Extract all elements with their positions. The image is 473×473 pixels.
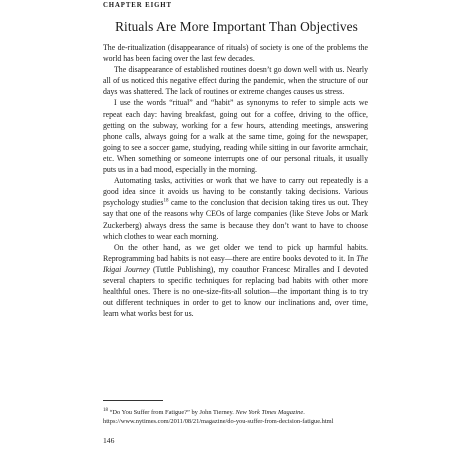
footnote-publication: New York Times Magazine: [235, 409, 304, 416]
footnote-text: . https://www.nytimes.com/2011/08/21/magazine/do-you-suffer-from-decision-fatigue.html: [103, 409, 334, 426]
footnote-reference: 18: [163, 198, 169, 204]
body-text: [103, 42, 368, 319]
paragraph: I use the words “ritual” and “habit” as synonyms to refer to simple acts we repeat each day: having breakfast, going out for a coffee, driving to the office, getting on the subway, working for a few hours, attending meetings, answering phone calls, always going for a walk at the same time, going for the newspaper, going to see a soccer game, studying, reading while sitting in our favorite armchair, etc. When something or someone interrupts one of our personal rituals, it usually puts us in a bad mood, especially in the morning.: [103, 98, 368, 175]
paragraph-text: On the other hand, as we get older we tend to pick up harmful habits. Reprogramming bad habits is not easy—there are entire books devoted to it. In: [103, 242, 368, 263]
footnote-text: “Do You Suffer from Fatigue?” by John Tierney.: [108, 409, 236, 416]
footnote: [103, 408, 368, 426]
book-title: The Ikigai Journey: [103, 253, 368, 274]
footnote-marker: 18: [103, 407, 108, 413]
paragraph-text: Automating tasks, activities or work that we have to carry out repeatedly is a good idea since it avoids us having to be constantly taking decisions. Various psychology studies: [103, 176, 368, 208]
paragraph: [103, 242, 368, 320]
paragraph: The disappearance of established routines doesn’t go down well with us. Nearly all of us noticed this negative effect during the pandemic, when the structure of our days was shattered. The lack of routines or extreme changes causes us stress.: [103, 65, 368, 97]
paragraph-text: came to the conclusion that decision taking tires us out. They say that one of the reasons why CEOs of large companies (like Steve Jobs or Mark Zuckerberg) always dress the same is because they don’t want to have to choose which clothes to wear each morning.: [103, 198, 368, 241]
paragraph-text: (Tuttle Publishing), my coauthor Francesc Miralles and I devoted several chapters to specific techniques for replacing bad habits with other more healthful ones. There is no one-size-fits-all solution—the important thing is to try out different techniques in order to get to know our inclinations and, over time, learn what works best for us.: [103, 264, 368, 319]
paragraph: [103, 175, 368, 242]
footnote-divider: [103, 400, 163, 401]
running-head: CHAPTER EIGHT: [103, 2, 172, 9]
page-number: 146: [103, 436, 115, 445]
section-title: Rituals Are More Important Than Objectives: [115, 19, 358, 34]
paragraph: The de-ritualization (disappearance of rituals) of society is one of the problems the world has been facing over the last few decades.: [103, 43, 368, 64]
